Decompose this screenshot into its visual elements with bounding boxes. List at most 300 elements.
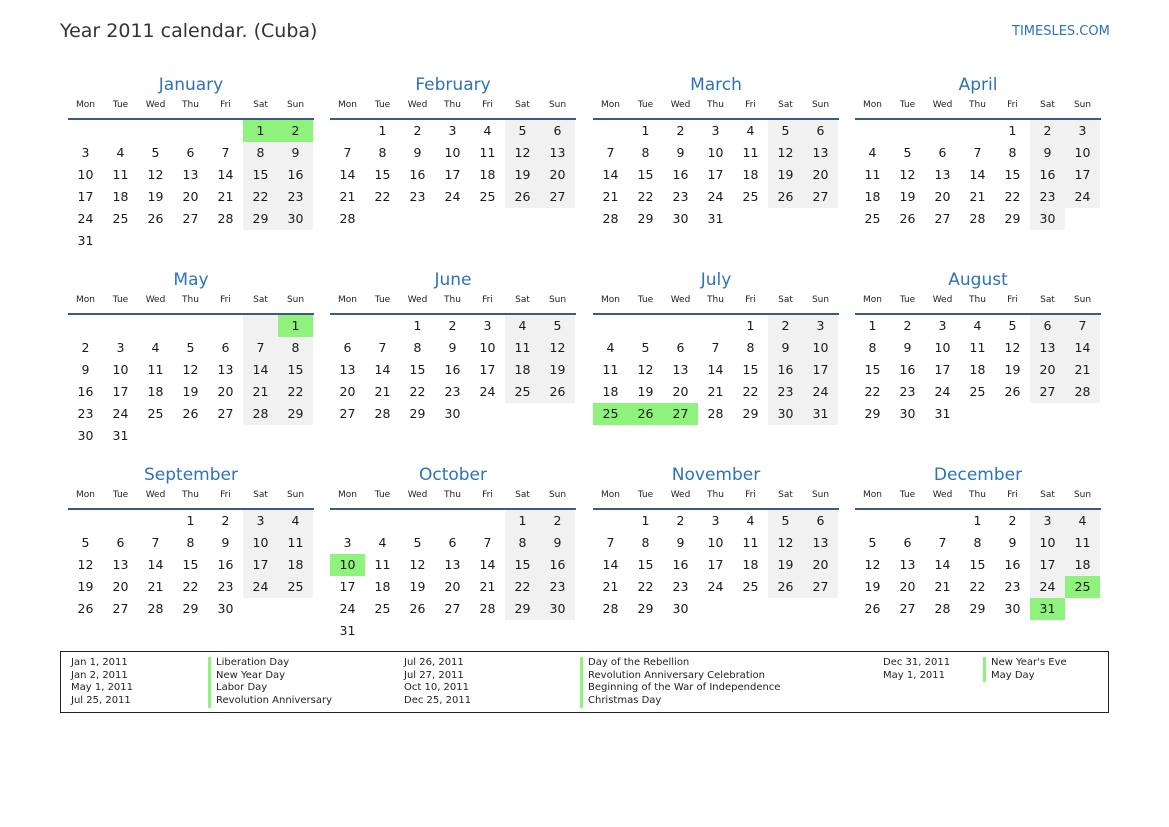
legend-holiday-name: Liberation Day: [208, 657, 332, 670]
day-cell: 5: [641, 340, 650, 355]
day-cell: 30: [217, 601, 234, 616]
weekday-label: Sat: [515, 100, 530, 110]
legend-holiday-name: Revolution Anniversary: [208, 695, 332, 708]
legend-date: May 1, 2011: [71, 682, 134, 694]
day-cell: 10: [1065, 142, 1100, 164]
day-cell: 1: [641, 123, 650, 138]
day-cell: 9: [448, 340, 457, 355]
weekday-label: Sat: [253, 100, 268, 110]
day-cell: 13: [339, 362, 356, 377]
weekday-label: Wed: [670, 100, 691, 110]
legend-holiday-name: New Year Day: [208, 670, 332, 683]
day-cell: 5: [768, 120, 803, 142]
day-cell: 10: [707, 535, 724, 550]
day-cell: 18: [147, 384, 164, 399]
day-cell: 12: [768, 532, 803, 554]
day-cell: 26: [768, 576, 803, 598]
day-cell: 19: [147, 189, 164, 204]
day-cell: 12: [505, 142, 540, 164]
day-cell: 10: [479, 340, 496, 355]
weekday-label: Tue: [637, 100, 654, 110]
day-cell: 16: [444, 362, 461, 377]
day-cell: 3: [1065, 120, 1100, 142]
day-cell: 18: [742, 557, 759, 572]
month-september: [68, 464, 314, 620]
weekday-label: Fri: [745, 100, 756, 110]
weekday-label: Mon: [338, 100, 357, 110]
holiday-legend: [60, 651, 1109, 713]
day-cell: 25: [374, 601, 391, 616]
day-cell: 19: [540, 359, 575, 381]
day-cell: 18: [505, 359, 540, 381]
legend-names-col-3: [983, 657, 1067, 682]
day-cell: 31: [707, 211, 724, 226]
day-cell: 12: [540, 337, 575, 359]
weekday-header: [855, 100, 1101, 112]
month-name: April: [958, 75, 998, 95]
empty-day-cell: [855, 510, 890, 532]
day-cell: 18: [278, 554, 313, 576]
day-cell: 11: [278, 532, 313, 554]
day-cell: 4: [378, 535, 387, 550]
day-cell: 25: [593, 403, 628, 425]
day-cell: 6: [186, 145, 195, 160]
day-cell: 10: [444, 145, 461, 160]
day-cell: 7: [606, 535, 615, 550]
day-cell: 24: [77, 211, 94, 226]
day-cell: 8: [413, 340, 422, 355]
day-cell: 23: [278, 186, 313, 208]
day-cell: 4: [116, 145, 125, 160]
day-cell: 23: [1004, 579, 1021, 594]
day-cell: 22: [864, 384, 881, 399]
day-grid: [68, 315, 313, 447]
day-cell: 19: [1004, 362, 1021, 377]
day-cell: 22: [374, 189, 391, 204]
day-cell: 28: [374, 406, 391, 421]
day-cell: 10: [243, 532, 278, 554]
empty-day-cell: [173, 315, 208, 337]
day-cell: 17: [803, 359, 838, 381]
day-cell: 1: [1008, 123, 1017, 138]
day-cell: 17: [1065, 164, 1100, 186]
weekday-label: Sat: [778, 490, 793, 500]
weekday-label: Fri: [745, 295, 756, 305]
weekday-label: Tue: [899, 100, 916, 110]
day-cell: 11: [742, 145, 759, 160]
empty-day-cell: [803, 598, 838, 620]
day-cell: 24: [339, 601, 356, 616]
day-cell: 28: [147, 601, 164, 616]
day-cell: 9: [768, 337, 803, 359]
day-cell: 8: [378, 145, 387, 160]
legend-names-col-2: [580, 657, 780, 708]
weekday-label: Sun: [1073, 295, 1092, 305]
day-cell: 8: [641, 535, 650, 550]
month-august: [855, 269, 1101, 425]
day-cell: 12: [864, 557, 881, 572]
month-july: [593, 269, 839, 425]
weekday-label: Sun: [286, 490, 305, 500]
day-cell: 5: [868, 535, 877, 550]
weekday-label: Wed: [932, 100, 953, 110]
day-cell: 27: [934, 211, 951, 226]
day-cell: 28: [243, 403, 278, 425]
day-cell: 16: [278, 164, 313, 186]
weekday-label: Tue: [637, 490, 654, 500]
empty-day-cell: [68, 315, 103, 337]
day-cell: 6: [116, 535, 125, 550]
day-cell: 8: [278, 337, 313, 359]
day-cell: 9: [1008, 535, 1017, 550]
weekday-header: [855, 490, 1101, 502]
day-cell: 25: [864, 211, 881, 226]
weekday-header: [855, 295, 1101, 307]
empty-day-cell: [470, 510, 505, 532]
day-cell: 2: [540, 510, 575, 532]
weekday-label: Fri: [1007, 100, 1018, 110]
weekday-label: Mon: [76, 100, 95, 110]
day-cell: 21: [217, 189, 234, 204]
empty-day-cell: [173, 230, 208, 252]
empty-day-cell: [330, 315, 365, 337]
day-cell: 18: [1065, 554, 1100, 576]
month-name: August: [948, 270, 1008, 290]
month-march: [593, 74, 839, 230]
weekday-label: Mon: [338, 295, 357, 305]
day-cell: 8: [973, 535, 982, 550]
empty-day-cell: [1065, 598, 1100, 620]
day-cell: 31: [1030, 598, 1065, 620]
day-cell: 18: [742, 167, 759, 182]
weekday-header: [68, 490, 314, 502]
day-cell: 13: [182, 167, 199, 182]
empty-day-cell: [68, 510, 103, 532]
empty-day-cell: [400, 510, 435, 532]
day-cell: 14: [707, 362, 724, 377]
day-cell: 22: [969, 579, 986, 594]
day-cell: 1: [278, 315, 313, 337]
empty-day-cell: [505, 208, 540, 230]
empty-day-cell: [925, 120, 960, 142]
day-cell: 15: [182, 557, 199, 572]
day-cell: 19: [768, 554, 803, 576]
day-cell: 27: [663, 403, 698, 425]
empty-day-cell: [733, 598, 768, 620]
day-cell: 9: [676, 535, 685, 550]
day-cell: 11: [112, 167, 129, 182]
day-cell: 10: [1030, 532, 1065, 554]
weekday-label: Tue: [374, 100, 391, 110]
day-cell: 25: [1065, 576, 1100, 598]
day-cell: 26: [182, 406, 199, 421]
weekday-label: Sat: [1040, 490, 1055, 500]
month-name: February: [415, 75, 491, 95]
day-cell: 14: [1065, 337, 1100, 359]
day-cell: 2: [1008, 513, 1017, 528]
empty-day-cell: [855, 120, 890, 142]
day-cell: 7: [243, 337, 278, 359]
day-cell: 20: [339, 384, 356, 399]
day-cell: 11: [479, 145, 496, 160]
weekday-label: Fri: [482, 100, 493, 110]
weekday-header: [330, 100, 576, 112]
day-cell: 22: [182, 579, 199, 594]
day-cell: 19: [768, 164, 803, 186]
day-cell: 28: [602, 601, 619, 616]
legend-date: Jul 25, 2011: [71, 695, 131, 707]
day-cell: 12: [768, 142, 803, 164]
empty-day-cell: [278, 598, 313, 620]
legend-date: Dec 25, 2011: [404, 695, 472, 707]
day-cell: 24: [803, 381, 838, 403]
weekday-label: Sun: [1073, 490, 1092, 500]
day-grid: [330, 315, 575, 425]
day-cell: 1: [973, 513, 982, 528]
day-cell: 3: [711, 123, 720, 138]
day-cell: 14: [147, 557, 164, 572]
empty-day-cell: [628, 315, 663, 337]
weekday-label: Mon: [76, 490, 95, 500]
day-cell: 27: [182, 211, 199, 226]
day-cell: 21: [969, 189, 986, 204]
empty-day-cell: [103, 230, 138, 252]
day-cell: 24: [444, 189, 461, 204]
day-cell: 27: [112, 601, 129, 616]
day-cell: 14: [339, 167, 356, 182]
day-cell: 30: [672, 601, 689, 616]
day-cell: 29: [742, 406, 759, 421]
day-cell: 31: [339, 623, 356, 638]
day-cell: 26: [409, 601, 426, 616]
day-cell: 3: [81, 145, 90, 160]
day-cell: 10: [330, 554, 365, 576]
empty-day-cell: [540, 403, 575, 425]
day-cell: 17: [934, 362, 951, 377]
weekday-label: Tue: [374, 490, 391, 500]
month-name: May: [173, 270, 209, 290]
day-cell: 20: [444, 579, 461, 594]
weekday-label: Mon: [601, 100, 620, 110]
day-cell: 13: [540, 142, 575, 164]
empty-day-cell: [960, 403, 995, 425]
day-cell: 5: [81, 535, 90, 550]
weekday-label: Thu: [182, 490, 199, 500]
empty-day-cell: [505, 620, 540, 642]
empty-day-cell: [803, 208, 838, 230]
weekday-label: Sun: [286, 100, 305, 110]
weekday-label: Wed: [407, 490, 428, 500]
day-cell: 5: [505, 120, 540, 142]
day-cell: 17: [707, 557, 724, 572]
empty-day-cell: [278, 425, 313, 447]
empty-day-cell: [400, 208, 435, 230]
day-cell: 4: [746, 123, 755, 138]
day-cell: 1: [378, 123, 387, 138]
empty-day-cell: [243, 230, 278, 252]
day-cell: 3: [1030, 510, 1065, 532]
day-cell: 2: [676, 123, 685, 138]
day-cell: 29: [505, 598, 540, 620]
empty-day-cell: [505, 403, 540, 425]
day-cell: 30: [672, 211, 689, 226]
day-cell: 27: [803, 186, 838, 208]
weekday-label: Sat: [778, 295, 793, 305]
day-cell: 14: [243, 359, 278, 381]
day-cell: 26: [768, 186, 803, 208]
day-cell: 17: [444, 167, 461, 182]
month-december: [855, 464, 1101, 620]
empty-day-cell: [960, 120, 995, 142]
day-cell: 7: [1065, 315, 1100, 337]
day-cell: 6: [1030, 315, 1065, 337]
weekday-label: Tue: [112, 490, 129, 500]
day-cell: 28: [1065, 381, 1100, 403]
legend-dates-col-2: [404, 657, 471, 708]
empty-day-cell: [593, 510, 628, 532]
day-cell: 8: [186, 535, 195, 550]
day-cell: 20: [540, 164, 575, 186]
day-cell: 8: [243, 142, 278, 164]
weekday-header: [330, 295, 576, 307]
day-cell: 9: [676, 145, 685, 160]
weekday-header: [593, 100, 839, 112]
day-cell: 3: [483, 318, 492, 333]
empty-day-cell: [435, 620, 470, 642]
site-link[interactable]: TIMESLES.COM: [1012, 24, 1110, 39]
empty-day-cell: [138, 510, 173, 532]
empty-day-cell: [890, 510, 925, 532]
day-cell: 14: [217, 167, 234, 182]
day-cell: 28: [479, 601, 496, 616]
day-cell: 16: [672, 557, 689, 572]
day-cell: 29: [969, 601, 986, 616]
day-cell: 13: [444, 557, 461, 572]
day-cell: 15: [505, 554, 540, 576]
day-cell: 15: [374, 167, 391, 182]
day-cell: 17: [112, 384, 129, 399]
day-cell: 29: [637, 601, 654, 616]
legend-date: Jan 2, 2011: [71, 669, 128, 681]
day-cell: 26: [899, 211, 916, 226]
day-cell: 23: [444, 384, 461, 399]
day-cell: 28: [969, 211, 986, 226]
month-name: June: [434, 270, 472, 290]
day-cell: 4: [278, 510, 313, 532]
day-grid: [855, 510, 1100, 620]
weekday-label: Sun: [811, 100, 830, 110]
day-cell: 25: [505, 381, 540, 403]
weekday-label: Sat: [515, 295, 530, 305]
day-cell: 12: [1004, 340, 1021, 355]
day-cell: 4: [606, 340, 615, 355]
day-cell: 12: [147, 167, 164, 182]
day-cell: 4: [1065, 510, 1100, 532]
empty-day-cell: [103, 315, 138, 337]
weekday-label: Thu: [182, 100, 199, 110]
empty-day-cell: [435, 510, 470, 532]
day-grid: [68, 510, 313, 620]
day-cell: 7: [938, 535, 947, 550]
month-name: January: [158, 75, 224, 95]
day-cell: 1: [413, 318, 422, 333]
day-cell: 3: [803, 315, 838, 337]
weekday-label: Wed: [670, 295, 691, 305]
weekday-label: Fri: [220, 100, 231, 110]
weekday-header: [68, 295, 314, 307]
empty-day-cell: [400, 620, 435, 642]
day-grid: [330, 120, 575, 230]
day-cell: 23: [899, 384, 916, 399]
empty-day-cell: [138, 315, 173, 337]
day-cell: 16: [768, 359, 803, 381]
day-cell: 5: [186, 340, 195, 355]
empty-day-cell: [243, 425, 278, 447]
day-cell: 6: [221, 340, 230, 355]
day-cell: 5: [768, 510, 803, 532]
legend-holiday-name: May Day: [983, 670, 1067, 683]
day-cell: 24: [479, 384, 496, 399]
weekday-label: Wed: [407, 100, 428, 110]
weekday-label: Mon: [76, 295, 95, 305]
day-cell: 13: [934, 167, 951, 182]
day-cell: 6: [903, 535, 912, 550]
empty-day-cell: [698, 315, 733, 337]
day-cell: 12: [637, 362, 654, 377]
day-cell: 30: [1004, 601, 1021, 616]
day-cell: 4: [746, 513, 755, 528]
month-april: [855, 74, 1101, 230]
day-cell: 9: [221, 535, 230, 550]
weekday-label: Thu: [707, 100, 724, 110]
day-cell: 27: [339, 406, 356, 421]
weekday-label: Tue: [374, 295, 391, 305]
day-cell: 17: [77, 189, 94, 204]
empty-day-cell: [330, 510, 365, 532]
month-may: [68, 269, 314, 447]
weekday-label: Sun: [286, 295, 305, 305]
day-cell: 20: [182, 189, 199, 204]
day-cell: 5: [151, 145, 160, 160]
weekday-label: Wed: [670, 490, 691, 500]
day-cell: 23: [1030, 186, 1065, 208]
day-cell: 29: [637, 211, 654, 226]
day-cell: 18: [864, 189, 881, 204]
empty-day-cell: [593, 120, 628, 142]
day-cell: 25: [742, 579, 759, 594]
day-cell: 8: [746, 340, 755, 355]
day-cell: 4: [868, 145, 877, 160]
day-cell: 19: [899, 189, 916, 204]
day-cell: 2: [448, 318, 457, 333]
day-cell: 24: [707, 189, 724, 204]
day-cell: 21: [479, 579, 496, 594]
weekday-label: Sat: [253, 295, 268, 305]
month-january: [68, 74, 314, 252]
weekday-label: Sun: [548, 490, 567, 500]
empty-day-cell: [768, 598, 803, 620]
empty-day-cell: [470, 620, 505, 642]
empty-day-cell: [995, 403, 1030, 425]
weekday-label: Tue: [112, 100, 129, 110]
weekday-label: Thu: [707, 490, 724, 500]
day-cell: 11: [1065, 532, 1100, 554]
day-cell: 12: [182, 362, 199, 377]
weekday-label: Thu: [707, 295, 724, 305]
day-cell: 29: [182, 601, 199, 616]
weekday-label: Fri: [1007, 490, 1018, 500]
day-cell: 6: [343, 340, 352, 355]
